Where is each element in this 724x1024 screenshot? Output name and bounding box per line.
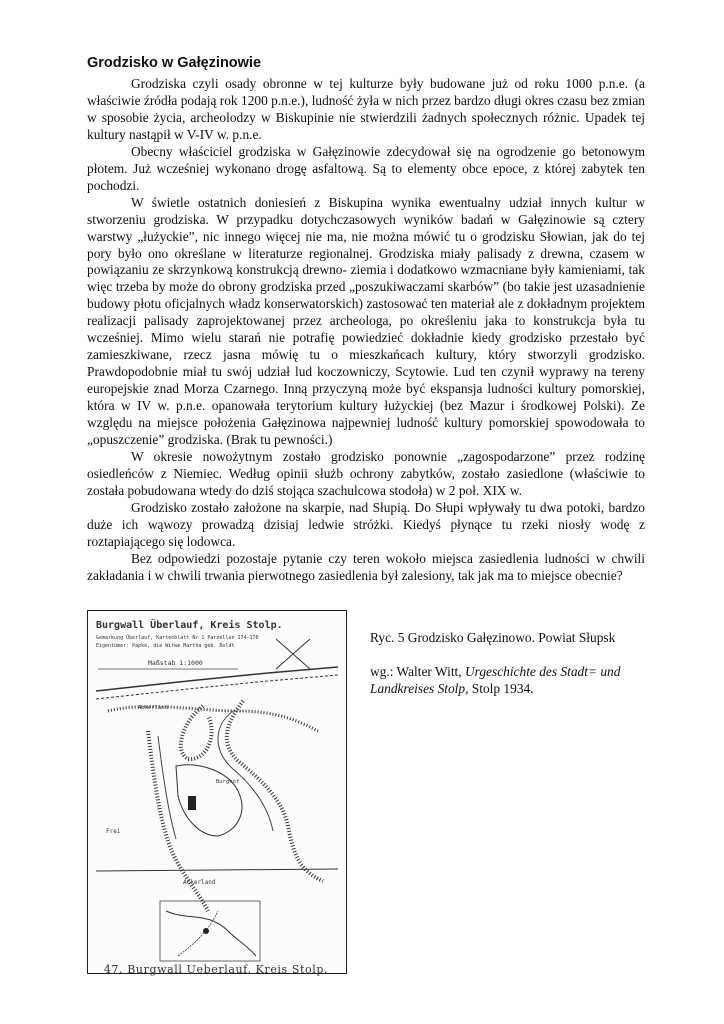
paragraph-5: Grodzisko zostało założone na skarpie, nad Słupią. Do Słupi wpływały tu dwa potoki, bardzo duże ich wąwozy prowadzą dzisiaj ledwie stróżki. Kiedyś płynące tu rzeki niosły wodę z roztapiającego się lodowca.	[87, 499, 645, 549]
paragraph-3: W świetle ostatnich doniesień z Biskupina wynika ewentualny udział innych kultur w stworzeniu grodziska. W przypadku dotychczasowych wyników badań w Gałęzinowie są cztery warstwy „łużyckie”, nic innego więcej nie ma, nie można mówić tu o grodzisku Słowian, jak do tej pory było ono określane w literaturze regionalnej. Grodziska miały palisady z drewna, czasem w powiązaniu ze skrzynkową konstrukcją drewno- ziemia i dodatkowo wzmacniane były kamieniami, tak więc trzeba by może do obrony grodziska przed „poszukiwaczami skarbów” (bo takie jest uzasadnienie budowy płotu oficjalnych władz konserwatorskich) zastosować ten materiał ale z dokładnym projektem realizacji palisady zaprojektowanej przez archeologa, po określeniu jaka to konstrukcja była tu wcześniej. Mimo wielu starań nie potrafię powiedzieć dokładnie kiedy grodzisko przestało być zamieszkiwane, rzecz jasna mówię tu o mieszkańcach kultury, który stworzyli grodzisko. Prawdopodobnie miał tu swój udział lud koczowniczy, Scytowie. Lud ten czynił wyprawy na tereny europejskie znad Morza Czarnego. Inną przyczyną może być ekspansja ludności kultury pomorskiej, która w IV w. p.n.e. opanowała terytorium kultury łużyckiej (bez Mazur i środkowej Polski). Ze względu na miejsce położenia Gałęzinowa najpewniej ludność kultury pomorskiej spowodowała to „opuszczenie” grodziska. (Brak tu pewności.)	[87, 194, 645, 448]
inset-river	[166, 911, 256, 956]
path-west	[158, 736, 176, 839]
label-ackerland-top: Ackerland	[138, 705, 168, 711]
source-prefix: wg.: Walter Witt,	[370, 664, 465, 679]
north-cross-icon	[276, 639, 310, 669]
courtyard-outline	[176, 765, 242, 836]
hillfort-map-drawing	[88, 611, 346, 973]
paragraph-4: W okresie nowożytnym zostało grodzisko ponownie „zagospodarzone” przez rodzinę osiedleńców z Niemiec. Według opinii służb ochrony zabytków, zostało zasiedlone (właściwie to została pobudowana wtedy do dziś stojąca szachulcowa stodoła) w 2 poł. XIX w.	[87, 448, 645, 498]
map-title: Burgwall Überlauf, Kreis Stolp.	[96, 620, 283, 631]
figure-caption: Ryc. 5 Grodzisko Gałęzinowo. Powiat Słupsk	[370, 630, 616, 645]
hillfort-map-figure	[87, 610, 347, 974]
figure-source	[370, 663, 650, 697]
paragraph-6: Bez odpowiedzi pozostaje pytanie czy teren wokoło miejsca zasiedlenia ludności w chwili zakładania i w chwili trwania pierwotnego zasiedlenia był zalesiony, tak jak ma to miejsce obecnie?	[87, 550, 645, 583]
road-line	[96, 667, 338, 691]
label-frei: Frei	[106, 828, 121, 835]
source-suffix: Stolp 1934.	[468, 681, 534, 696]
figure-bottom-caption: 47. Burgwall Ueberlauf, Kreis Stolp.	[103, 963, 329, 976]
map-scale: Maßstab 1:1000	[148, 659, 203, 667]
inset-map-frame	[160, 901, 260, 961]
inset-site-mark	[203, 928, 209, 934]
source-title: Urgeschichte des Stadt= und Landkreises Stolp,	[370, 664, 621, 696]
label-ackerland-bottom: Ackerland	[183, 879, 216, 886]
rampart-loop	[181, 706, 212, 759]
page-title: Grodzisko w Gałęzinowie	[87, 55, 262, 71]
paragraph-1: Grodziska czyli osady obronne w tej kulturze były budowane już od roku 1000 p.n.e. (a właściwie źródła podają rok 1200 p.n.e.), ludność żyła w nich przez bardzo długi okres czasu bez zmian w sposobie życia, archeolodzy w Biskupinie nie stwierdzili żadnych społecznych różnic. Upadek tej kultury nastąpił w V-IV w. p.n.e.	[87, 76, 645, 142]
ravine-east	[227, 701, 323, 881]
map-line-1: Gemarkung Überlauf, Kartenblatt Nr 1 Parzellen 174-176	[96, 635, 259, 641]
paragraph-2: Obecny właściciel grodziska w Gałęzinowie zdecydował się na ogrodzenie go betonowym płotem. Już wcześniej wykonano drogę asfaltową. Są to elementy obce epoce, z której zabytek ten pochodzi.	[87, 143, 645, 193]
label-burghof: Burghof	[216, 779, 240, 785]
rampart-line	[218, 711, 273, 831]
body-text	[87, 76, 645, 585]
building-mark	[188, 796, 196, 810]
field-boundary	[96, 869, 338, 871]
map-line-2: Eigentümer: Papke, die Witwe Martha geb. Boldt	[96, 643, 235, 649]
